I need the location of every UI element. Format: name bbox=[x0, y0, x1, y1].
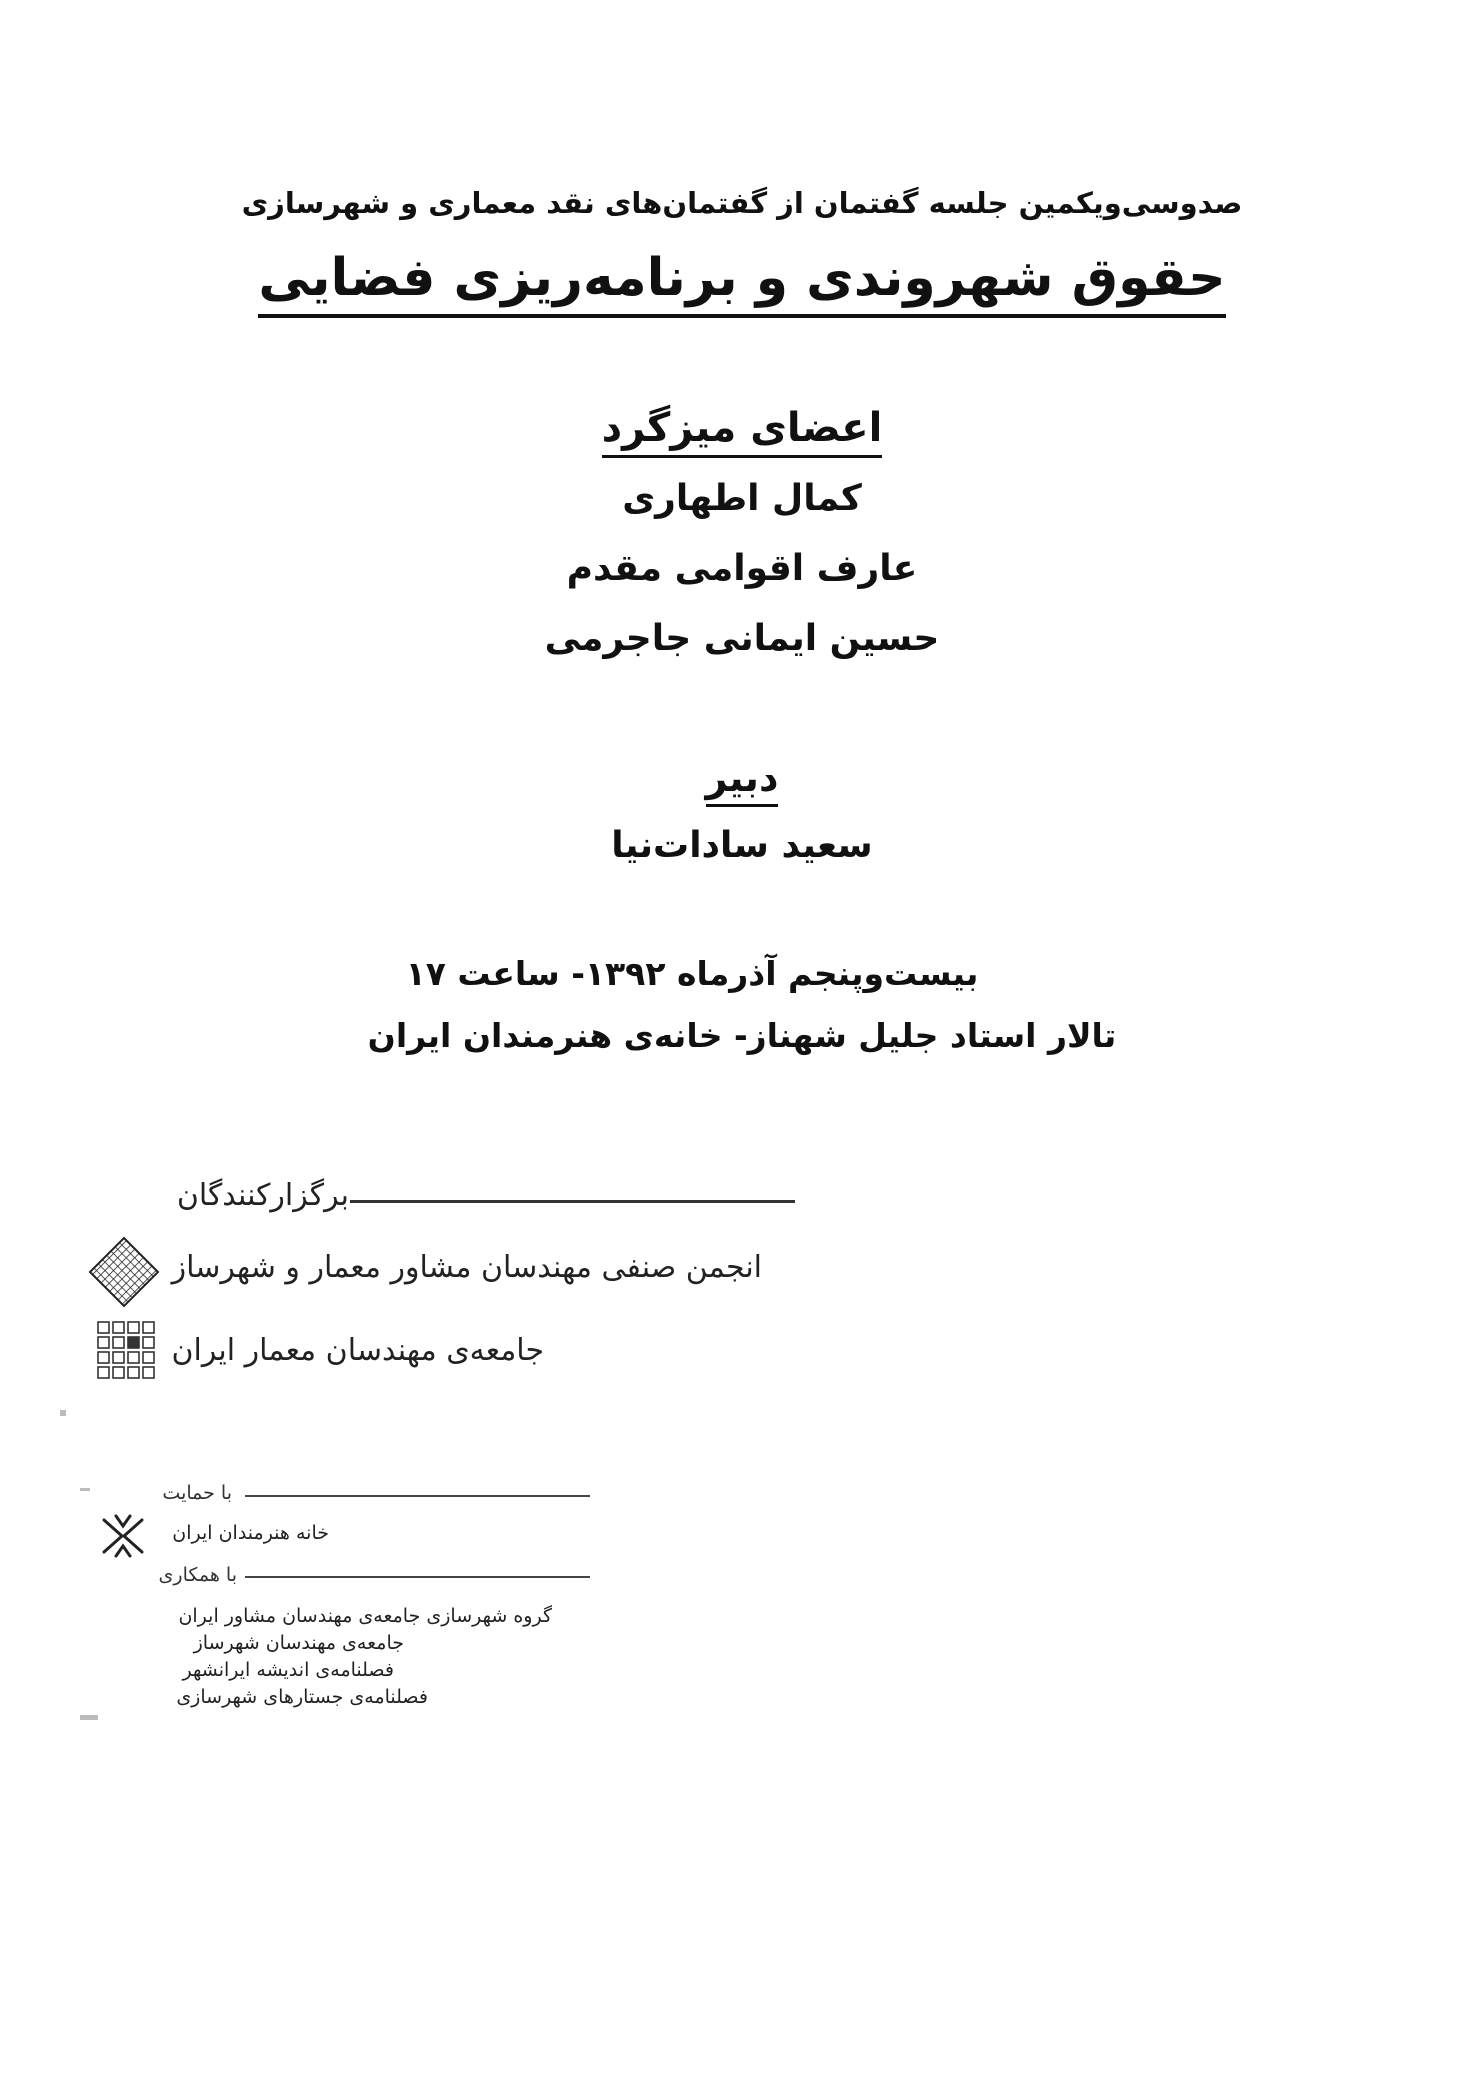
collaborator-item: فصلنامه‌ی اندیشه ایرانشهر bbox=[182, 1659, 394, 1681]
organizer-name: جامعه‌ی مهندسان معمار ایران bbox=[171, 1333, 544, 1368]
collaborator-item: فصلنامه‌ی جستارهای شهرسازی bbox=[176, 1686, 428, 1708]
moderator-heading bbox=[0, 756, 1484, 800]
organizers-rule bbox=[350, 1200, 795, 1203]
event-title-text: حقوق شهروندی و برنامه‌ریزی فضایی bbox=[258, 248, 1225, 318]
square-grid-logo-icon bbox=[96, 1320, 158, 1382]
panel-heading-text: اعضای میزگرد bbox=[602, 405, 883, 458]
support-name: خانه هنرمندان ایران bbox=[172, 1522, 329, 1544]
panel-member: کمال اطهاری bbox=[622, 478, 862, 519]
event-venue: تالار استاد جلیل شهناز- خانه‌ی هنرمندان ایران bbox=[367, 1016, 1117, 1055]
moderator-name: سعید سادات‌نیا bbox=[611, 825, 873, 866]
event-date-time: بیست‌وپنجم آذرماه ۱۳۹۲- ساعت ۱۷ bbox=[405, 954, 979, 993]
support-label: با حمایت bbox=[162, 1482, 232, 1504]
collaborator-item: گروه شهرسازی جامعه‌ی مهندسان مشاور ایران bbox=[178, 1605, 552, 1627]
scan-speck bbox=[80, 1488, 90, 1491]
diamond-lattice-logo-icon bbox=[88, 1236, 160, 1308]
panel-member: عارف اقوامی مقدم bbox=[566, 548, 918, 589]
event-series-line: صدوسی‌ویکمین جلسه گفتمان از گفتمان‌های نقد معماری و شهرسازی bbox=[241, 186, 1243, 220]
organizer-name: انجمن صنفی مهندسان مشاور معمار و شهرساز bbox=[171, 1250, 762, 1285]
collaboration-label: با همکاری bbox=[158, 1564, 237, 1586]
collaboration-rule bbox=[245, 1576, 590, 1578]
collaborator-item: جامعه‌ی مهندسان شهرساز bbox=[193, 1632, 404, 1654]
support-rule bbox=[245, 1495, 590, 1497]
moderator-heading-text: دبیر bbox=[706, 756, 779, 807]
scan-speck bbox=[60, 1410, 66, 1416]
artists-house-logo-icon bbox=[98, 1512, 148, 1560]
panel-member: حسین ایمانی جاجرمی bbox=[544, 618, 940, 659]
panel-heading bbox=[0, 405, 1484, 451]
event-title bbox=[0, 248, 1484, 308]
scan-speck bbox=[80, 1715, 98, 1720]
organizers-label: برگزارکنندگان bbox=[176, 1178, 349, 1213]
